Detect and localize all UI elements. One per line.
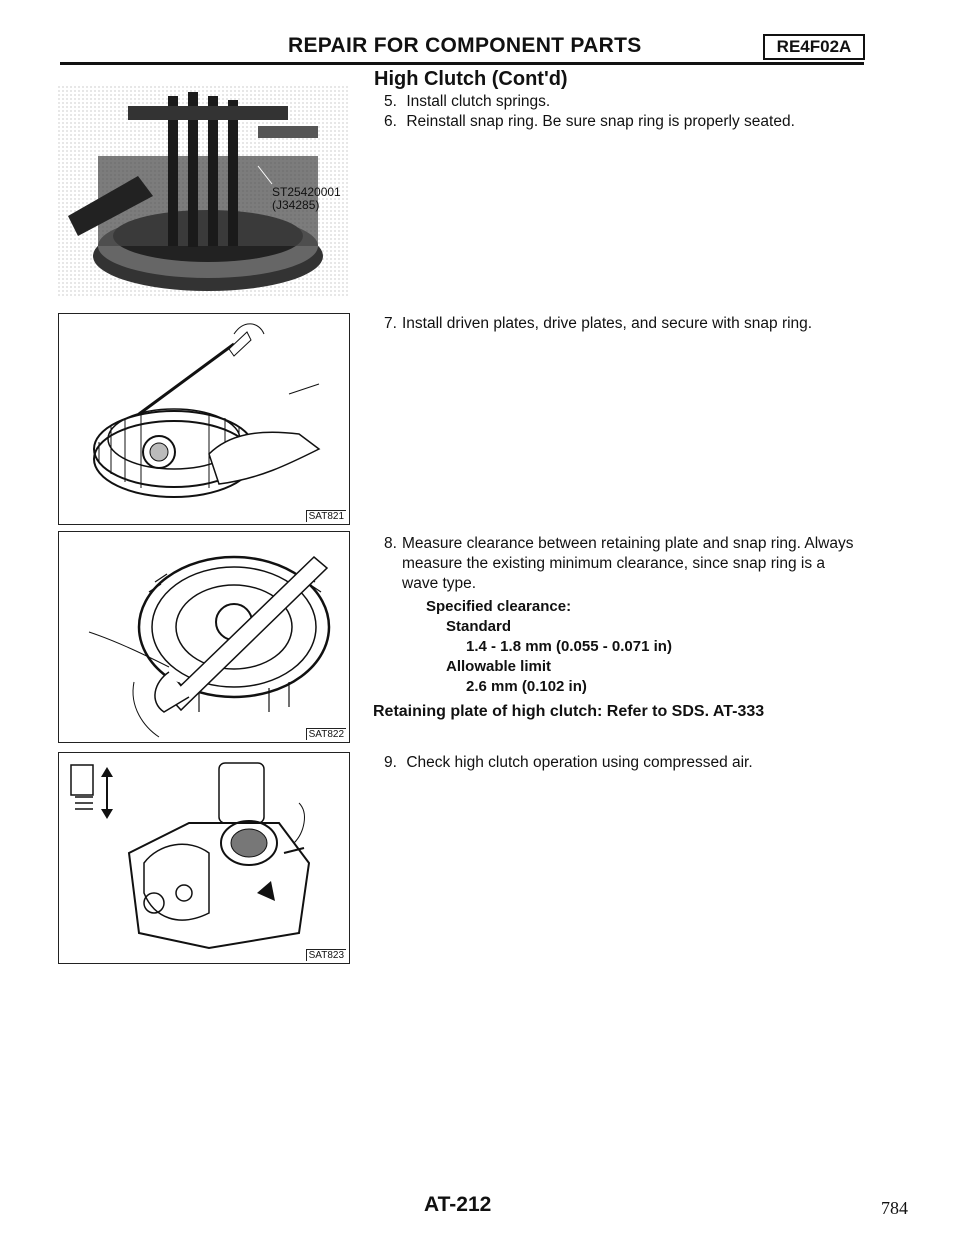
figure-label-sat823: SAT823	[306, 949, 346, 961]
figure-compressed-air-check	[58, 752, 350, 964]
figure-label-sat821: SAT821	[306, 510, 346, 522]
page-label: AT-212	[424, 1193, 492, 1216]
figure-label-sat822: SAT822	[306, 728, 346, 740]
step-7: 7. Install driven plates, drive plates, and secure with snap ring.	[384, 315, 813, 332]
page-header-title: REPAIR FOR COMPONENT PARTS	[288, 34, 642, 57]
spec-standard-label: Standard	[446, 618, 512, 635]
header-divider	[60, 62, 864, 65]
step-6: 6. Reinstall snap ring. Be sure snap ring is properly seated.	[384, 113, 795, 130]
step-9: 9. Check high clutch operation using compressed air.	[384, 754, 753, 771]
figure-compressed-air-drawing	[59, 753, 349, 963]
retaining-plate-note: Retaining plate of high clutch: Refer to SDS. AT-333	[373, 703, 765, 720]
step-5: 5. Install clutch springs.	[384, 93, 551, 110]
spec-standard-value: 1.4 - 1.8 mm (0.055 - 0.071 in)	[466, 638, 672, 655]
figure-measure-clearance-drawing	[59, 532, 349, 742]
spec-limit-label: Allowable limit	[446, 658, 552, 675]
figure-measure-clearance	[58, 531, 350, 743]
spec-heading: Specified clearance:	[426, 598, 572, 615]
page-number: 784	[881, 1198, 908, 1218]
section-title: High Clutch (Cont'd)	[374, 68, 568, 90]
step-8: 8. Measure clearance between retaining plate and snap ring. Always measure the existing minimum clearance, since snap ring is a wave type.	[384, 535, 854, 592]
figure-install-plates-drawing	[59, 314, 349, 524]
figure-install-plates	[58, 313, 350, 525]
spec-limit-value: 2.6 mm (0.102 in)	[466, 678, 587, 695]
model-code-badge: RE4F02A	[763, 34, 865, 60]
tool-code-label: ST25420001 (J34285)	[272, 185, 341, 212]
